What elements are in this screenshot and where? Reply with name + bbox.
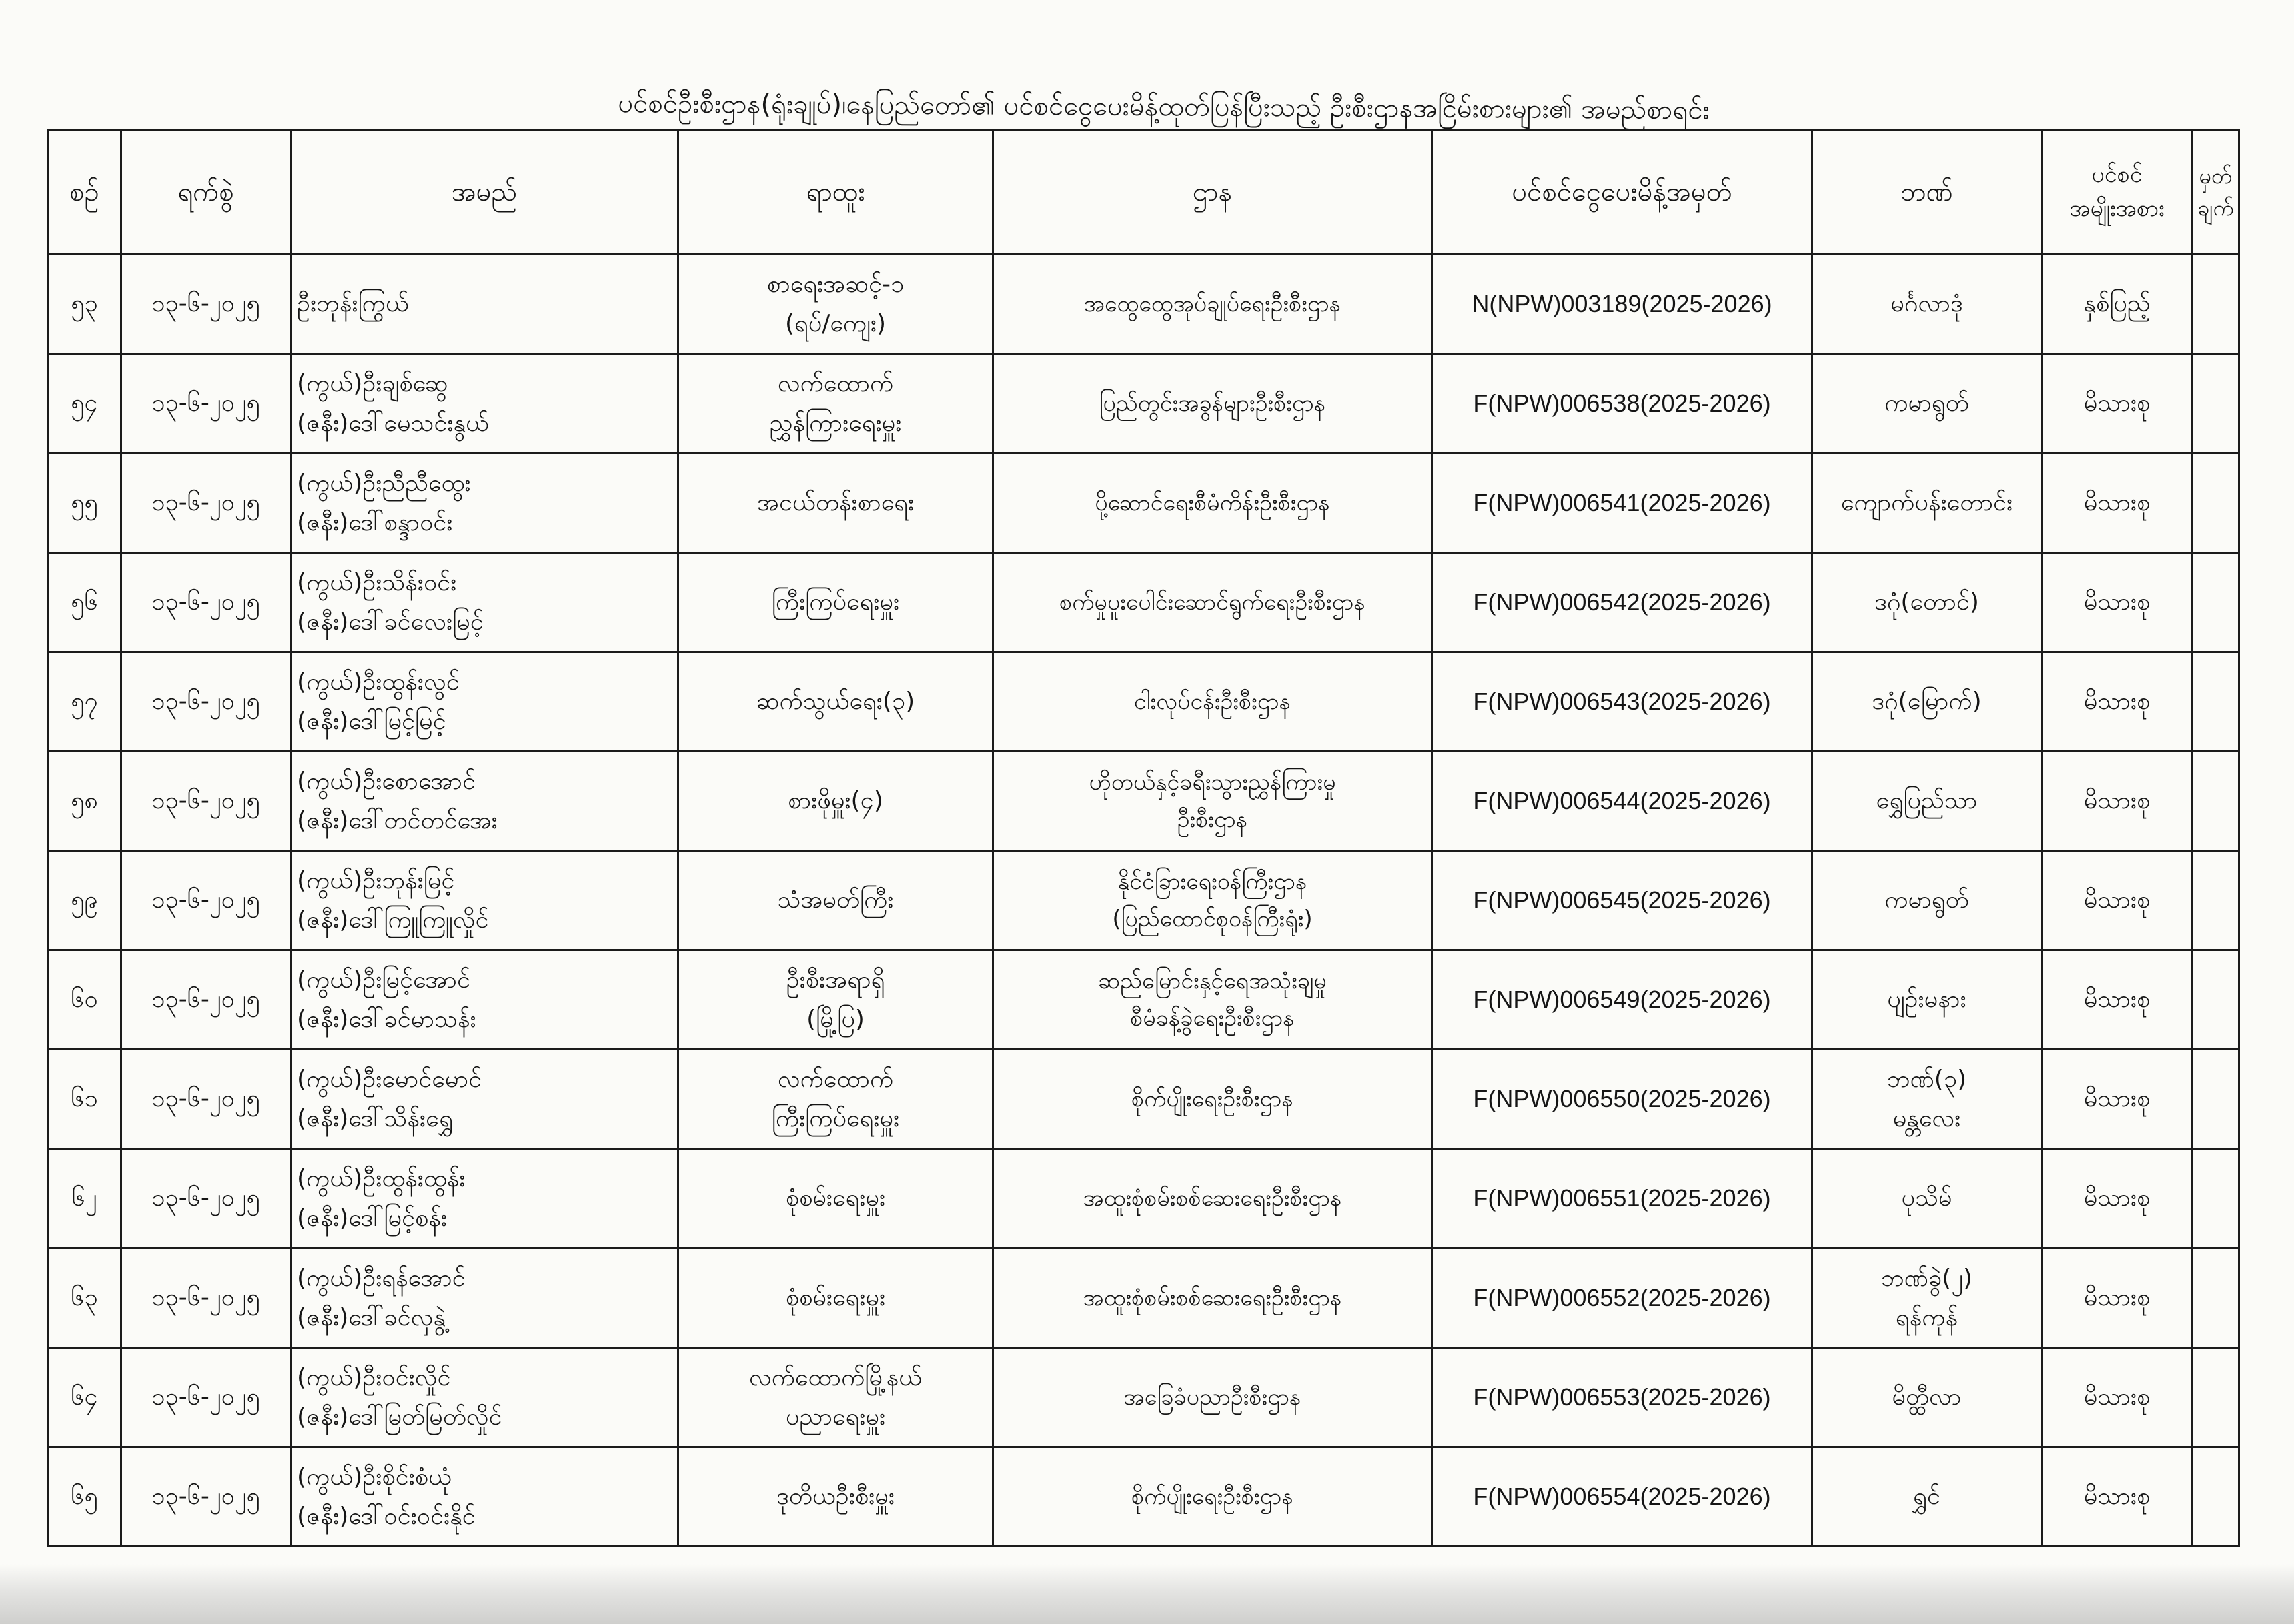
cell-remark (2193, 752, 2239, 851)
department-line: အခြေခံပညာဦးစီးဌာန (1123, 1383, 1301, 1411)
cell-department (993, 1348, 1432, 1447)
position-line: ဆက်သွယ်ရေး(၃) (756, 688, 915, 716)
name-line: (ကွယ်)ဦးမောင်မောင် (297, 1065, 482, 1093)
table-row (48, 752, 2239, 851)
department-line: အထူးစုံစမ်းစစ်ဆေးရေးဦးစီးဌာန (1083, 1284, 1342, 1311)
department-line: ဦးစီးဌာန (1177, 806, 1248, 833)
name-line: (ဇနီး)ဒေါ်ခင်လှနွဲ့ (297, 1304, 446, 1331)
cell-name (291, 553, 678, 652)
name-line: (ကွယ်)ဦးညီညီထွေး (297, 469, 471, 497)
cell-position (678, 255, 993, 354)
table-row (48, 553, 2239, 652)
cell-seq: ၅၄ (48, 354, 121, 454)
cell-remark (2193, 553, 2239, 652)
name-line: (ဇနီး)ဒေါ်စန္ဒာဝင်း (297, 509, 453, 536)
table-row (48, 1447, 2239, 1547)
cell-pension-type: မိသားစု (2042, 354, 2193, 454)
cell-date: ၁၃-၆-၂၀၂၅ (121, 454, 291, 553)
name-line: (ဇနီး)ဒေါ်ဝင်းဝင်းနိုင် (297, 1503, 476, 1530)
cell-date: ၁၃-၆-၂၀၂၅ (121, 752, 291, 851)
bank-line: ကျောက်ပန်းတောင်း (1840, 489, 2013, 517)
position-line: စုံစမ်းရေးမှူး (785, 1184, 886, 1212)
cell-order-number: F(NPW)006545(2025-2026) (1432, 851, 1812, 950)
cell-bank (1812, 1050, 2042, 1149)
cell-seq: ၅၈ (48, 752, 121, 851)
cell-bank (1812, 1149, 2042, 1249)
cell-date: ၁၃-၆-၂၀၂၅ (121, 1447, 291, 1547)
position-line: အငယ်တန်းစာရေး (756, 489, 915, 517)
name-line: (ဇနီး)ဒေါ်မေသင်းနွယ် (297, 410, 489, 437)
cell-order-number: F(NPW)006549(2025-2026) (1432, 950, 1812, 1050)
header-position: ရာထူး (678, 130, 993, 255)
cell-bank (1812, 354, 2042, 454)
cell-seq: ၅၉ (48, 851, 121, 950)
header-pension-type-line: ပင်စင် (2091, 161, 2143, 188)
cell-remark (2193, 354, 2239, 454)
cell-remark (2193, 851, 2239, 950)
position-line: ဦးစီးအရာရှိ (786, 966, 885, 994)
cell-department (993, 1447, 1432, 1547)
cell-date: ၁၃-၆-၂၀၂၅ (121, 354, 291, 454)
position-line: စားဖိုမှူး(၄) (788, 787, 883, 815)
cell-remark (2193, 1249, 2239, 1348)
cell-department (993, 752, 1432, 851)
cell-bank (1812, 454, 2042, 553)
department-line: စက်မှုပူးပေါင်းဆောင်ရွက်ရေးဦးစီးဌာန (1059, 588, 1365, 616)
cell-position (678, 1050, 993, 1149)
cell-name (291, 1149, 678, 1249)
cell-remark (2193, 1149, 2239, 1249)
position-line: သံအမတ်ကြီး (777, 886, 894, 914)
name-line: (ကွယ်)ဦးစောအောင် (297, 767, 476, 795)
cell-department (993, 553, 1432, 652)
department-line: (ပြည်ထောင်စုဝန်ကြီးရုံး) (1112, 906, 1313, 932)
cell-position (678, 752, 993, 851)
cell-pension-type: မိသားစု (2042, 1447, 2193, 1547)
cell-position (678, 1447, 993, 1547)
cell-seq: ၆၃ (48, 1249, 121, 1348)
cell-seq: ၆၀ (48, 950, 121, 1050)
cell-pension-type: မိသားစု (2042, 454, 2193, 553)
cell-seq: ၆၄ (48, 1348, 121, 1447)
table-row (48, 652, 2239, 752)
name-line: (ဇနီး)ဒေါ်သိန်းရွှေ (297, 1105, 453, 1132)
bank-line: မိတ္ထီလာ (1892, 1383, 1962, 1411)
cell-remark (2193, 1348, 2239, 1447)
table-row (48, 851, 2239, 950)
cell-department (993, 1249, 1432, 1348)
name-line: (ဇနီး)ဒေါ်ခင်မာသန်း (297, 1006, 476, 1033)
cell-bank (1812, 652, 2042, 752)
cell-name (291, 950, 678, 1050)
scan-edge-shadow (0, 1564, 2294, 1624)
name-line: (ကွယ်)ဦးသိန်းဝင်း (297, 568, 457, 596)
table-row (48, 950, 2239, 1050)
cell-department (993, 1050, 1432, 1149)
name-line: (ကွယ်)ဦးစိုင်းစံယုံ (297, 1463, 452, 1491)
cell-date: ၁၃-၆-၂၀၂၅ (121, 1050, 291, 1149)
cell-remark (2193, 950, 2239, 1050)
header-remark-line: မှတ် (2199, 163, 2233, 189)
bank-line: ရန်ကုန် (1895, 1304, 1958, 1331)
cell-position (678, 354, 993, 454)
cell-seq: ၅၃ (48, 255, 121, 354)
cell-order-number: F(NPW)006552(2025-2026) (1432, 1249, 1812, 1348)
cell-date: ၁၃-၆-၂၀၂၅ (121, 553, 291, 652)
bank-line: ပျဉ်းမနား (1887, 986, 1966, 1014)
position-line: စာရေးအဆင့်-၁ (766, 270, 905, 298)
pension-list-table (47, 129, 2240, 1547)
department-line: စိုက်ပျိုးရေးဦးစီးဌာန (1131, 1483, 1293, 1510)
name-line: (ဇနီး)ဒေါ်ခင်လေးမြင့် (297, 608, 484, 636)
name-line: (ကွယ်)ဦးထွန်းလွင် (297, 668, 460, 696)
cell-date: ၁၃-၆-၂၀၂၅ (121, 652, 291, 752)
cell-name (291, 752, 678, 851)
cell-position (678, 553, 993, 652)
name-line: (ကွယ်)ဦးမြင့်အောင် (297, 966, 470, 994)
name-line: (ဇနီး)ဒေါ်မြင့်မြင့် (297, 708, 446, 735)
cell-order-number: F(NPW)006554(2025-2026) (1432, 1447, 1812, 1547)
department-line: ဟိုတယ်နှင့်ခရီးသွားညွှန်ကြားမှု (1089, 768, 1336, 796)
department-line: အထူးစုံစမ်းစစ်ဆေးရေးဦးစီးဌာန (1083, 1184, 1342, 1212)
cell-pension-type: မိသားစု (2042, 851, 2193, 950)
cell-department (993, 950, 1432, 1050)
cell-name (291, 255, 678, 354)
cell-name (291, 354, 678, 454)
position-line: ကြီးကြပ်ရေးမှူး (771, 588, 900, 616)
cell-seq: ၅၅ (48, 454, 121, 553)
department-line: စိုက်ပျိုးရေးဦးစီးဌာန (1131, 1085, 1293, 1112)
cell-order-number: F(NPW)006553(2025-2026) (1432, 1348, 1812, 1447)
position-line: (မြို့ပြ) (806, 1006, 865, 1033)
cell-date: ၁၃-၆-၂၀၂၅ (121, 1249, 291, 1348)
bank-line: မင်္ဂလာဒုံ (1890, 290, 1963, 318)
cell-name (291, 851, 678, 950)
cell-remark (2193, 454, 2239, 553)
cell-position (678, 454, 993, 553)
bank-line: ရွှင် (1913, 1483, 1940, 1511)
department-line: စီမံခန့်ခွဲရေးဦးစီးဌာန (1130, 1005, 1295, 1032)
cell-name (291, 1249, 678, 1348)
cell-name (291, 1447, 678, 1547)
cell-seq: ၆၂ (48, 1149, 121, 1249)
name-line: (ကွယ်)ဦးချစ်ဆွေ (297, 369, 448, 397)
cell-remark (2193, 1050, 2239, 1149)
cell-pension-type: မိသားစု (2042, 1249, 2193, 1348)
cell-pension-type: နှစ်ပြည့် (2042, 255, 2193, 354)
table-row (48, 1050, 2239, 1149)
table-row (48, 255, 2239, 354)
cell-bank (1812, 1348, 2042, 1447)
name-line: ဦးဘုန်းကြွယ် (297, 290, 409, 318)
bank-line: ပုသိမ် (1901, 1184, 1952, 1212)
header-pension-type-line: အမျိုးအစား (2069, 195, 2165, 222)
cell-date: ၁၃-၆-၂၀၂၅ (121, 1149, 291, 1249)
header-department: ဌာန (993, 130, 1432, 255)
cell-pension-type: မိသားစု (2042, 1348, 2193, 1447)
name-line: (ဇနီး)ဒေါ်ကြူကြူလှိုင် (297, 906, 489, 934)
header-remark (2193, 130, 2239, 255)
table-row (48, 454, 2239, 553)
cell-bank (1812, 255, 2042, 354)
position-line: ပညာရေးမှူး (785, 1403, 886, 1431)
cell-remark (2193, 255, 2239, 354)
position-line: လက်ထောက်မြို့နယ် (748, 1363, 923, 1391)
cell-order-number: N(NPW)003189(2025-2026) (1432, 255, 1812, 354)
header-name: အမည် (291, 130, 678, 255)
cell-name (291, 454, 678, 553)
department-line: ပြည်တွင်းအခွန်များဦးစီးဌာန (1099, 389, 1326, 417)
header-seq: စဉ် (48, 130, 121, 255)
name-line: (ကွယ်)ဦးဝင်းလှိုင် (297, 1363, 451, 1391)
cell-department (993, 454, 1432, 553)
cell-order-number: F(NPW)006543(2025-2026) (1432, 652, 1812, 752)
cell-order-number: F(NPW)006550(2025-2026) (1432, 1050, 1812, 1149)
name-line: (ဇနီး)ဒေါ်မြင့်စန်း (297, 1204, 448, 1232)
cell-pension-type: မိသားစု (2042, 652, 2193, 752)
table-row (48, 1249, 2239, 1348)
cell-order-number: F(NPW)006538(2025-2026) (1432, 354, 1812, 454)
department-line: အထွေထွေအုပ်ချုပ်ရေးဦးစီးဌာန (1083, 290, 1341, 317)
bank-line: ရွှေပြည်သာ (1876, 787, 1978, 815)
cell-order-number: F(NPW)006551(2025-2026) (1432, 1149, 1812, 1249)
cell-name (291, 1050, 678, 1149)
cell-position (678, 1249, 993, 1348)
cell-bank (1812, 752, 2042, 851)
cell-bank (1812, 950, 2042, 1050)
cell-order-number: F(NPW)006541(2025-2026) (1432, 454, 1812, 553)
cell-department (993, 652, 1432, 752)
bank-line: ဒဂုံ(တောင်) (1874, 588, 1979, 616)
header-bank: ဘဏ် (1812, 130, 2042, 255)
position-line: စုံစမ်းရေးမှူး (785, 1284, 886, 1312)
name-line: (ကွယ်)ဦးဘုန်းမြင့် (297, 866, 455, 894)
position-line: ညွှန်ကြားရေးမှူး (769, 410, 902, 437)
department-line: ငါးလုပ်ငန်းဦးစီးဌာန (1133, 688, 1291, 715)
cell-name (291, 1348, 678, 1447)
cell-date: ၁၃-၆-၂၀၂၅ (121, 255, 291, 354)
cell-date: ၁၃-၆-၂၀၂၅ (121, 950, 291, 1050)
cell-pension-type: မိသားစု (2042, 1050, 2193, 1149)
position-line: ကြီးကြပ်ရေးမှူး (771, 1105, 900, 1132)
header-pension-type (2042, 130, 2193, 255)
cell-position (678, 950, 993, 1050)
cell-position (678, 851, 993, 950)
department-line: ဆည်မြောင်းနှင့်ရေအသုံးချမှု (1098, 967, 1327, 994)
cell-pension-type: မိသားစု (2042, 1149, 2193, 1249)
cell-department (993, 255, 1432, 354)
cell-date: ၁၃-၆-၂၀၂၅ (121, 1348, 291, 1447)
cell-pension-type: မိသားစု (2042, 553, 2193, 652)
position-line: လက်ထောက် (777, 369, 894, 397)
cell-bank (1812, 1249, 2042, 1348)
cell-remark (2193, 652, 2239, 752)
cell-bank (1812, 851, 2042, 950)
cell-remark (2193, 1447, 2239, 1547)
table-row (48, 1149, 2239, 1249)
name-line: (ကွယ်)ဦးထွန်းထွန်း (297, 1164, 466, 1192)
bank-line: ကမာရွတ် (1884, 389, 1969, 418)
bank-line: ဘဏ်(၃) (1886, 1065, 1967, 1093)
cell-seq: ၆၅ (48, 1447, 121, 1547)
header-remark-line: ချက် (2197, 195, 2234, 221)
cell-name (291, 652, 678, 752)
cell-seq: ၅၆ (48, 553, 121, 652)
cell-order-number: F(NPW)006544(2025-2026) (1432, 752, 1812, 851)
cell-date: ၁၃-၆-၂၀၂၅ (121, 851, 291, 950)
bank-line: ကမာရွတ် (1884, 886, 1969, 914)
cell-department (993, 354, 1432, 454)
cell-position (678, 1348, 993, 1447)
cell-pension-type: မိသားစု (2042, 752, 2193, 851)
header-order-number: ပင်စင်ငွေပေးမိန့်အမှတ် (1432, 130, 1812, 255)
document-title: ပင်စင်ဦးစီးဌာန(ရုံးချုပ်)၊နေပြည်တော်၏ ပင်စင်ငွေပေးမိန့်ထုတ်ပြန်ပြီးသည့် ဦးစီးဌာနအငြိမ်းစားများ၏ အမည်စာရင်း (618, 88, 1710, 126)
table-row (48, 354, 2239, 454)
position-line: ဒုတိယဦးစီးမှူး (776, 1483, 895, 1511)
cell-bank (1812, 553, 2042, 652)
cell-position (678, 652, 993, 752)
position-line: (ရပ်/ကျေး) (784, 310, 887, 337)
cell-seq: ၅၇ (48, 652, 121, 752)
cell-pension-type: မိသားစု (2042, 950, 2193, 1050)
department-line: ပို့ဆောင်ရေးစီမံကိန်းဦးစီးဌာန (1095, 489, 1330, 516)
cell-bank (1812, 1447, 2042, 1547)
cell-order-number: F(NPW)006542(2025-2026) (1432, 553, 1812, 652)
cell-department (993, 851, 1432, 950)
name-line: (ကွယ်)ဦးရန်အောင် (297, 1264, 466, 1292)
table-row (48, 1348, 2239, 1447)
position-line: လက်ထောက် (777, 1065, 894, 1093)
header-date: ရက်စွဲ (121, 130, 291, 255)
name-line: (ဇနီး)ဒေါ်မြတ်မြတ်လှိုင် (297, 1403, 502, 1431)
name-line: (ဇနီး)ဒေါ်တင်တင်အေး (297, 807, 498, 834)
bank-line: ဘဏ်ခွဲ(၂) (1881, 1264, 1972, 1292)
cell-position (678, 1149, 993, 1249)
bank-line: မန္တလေး (1892, 1105, 1961, 1132)
header-row (48, 130, 2239, 255)
cell-department (993, 1149, 1432, 1249)
bank-line: ဒဂုံ(မြောက်) (1872, 688, 1982, 716)
department-line: နိုင်ငံခြားရေးဝန်ကြီးဌာန (1117, 868, 1307, 895)
cell-seq: ၆၁ (48, 1050, 121, 1149)
